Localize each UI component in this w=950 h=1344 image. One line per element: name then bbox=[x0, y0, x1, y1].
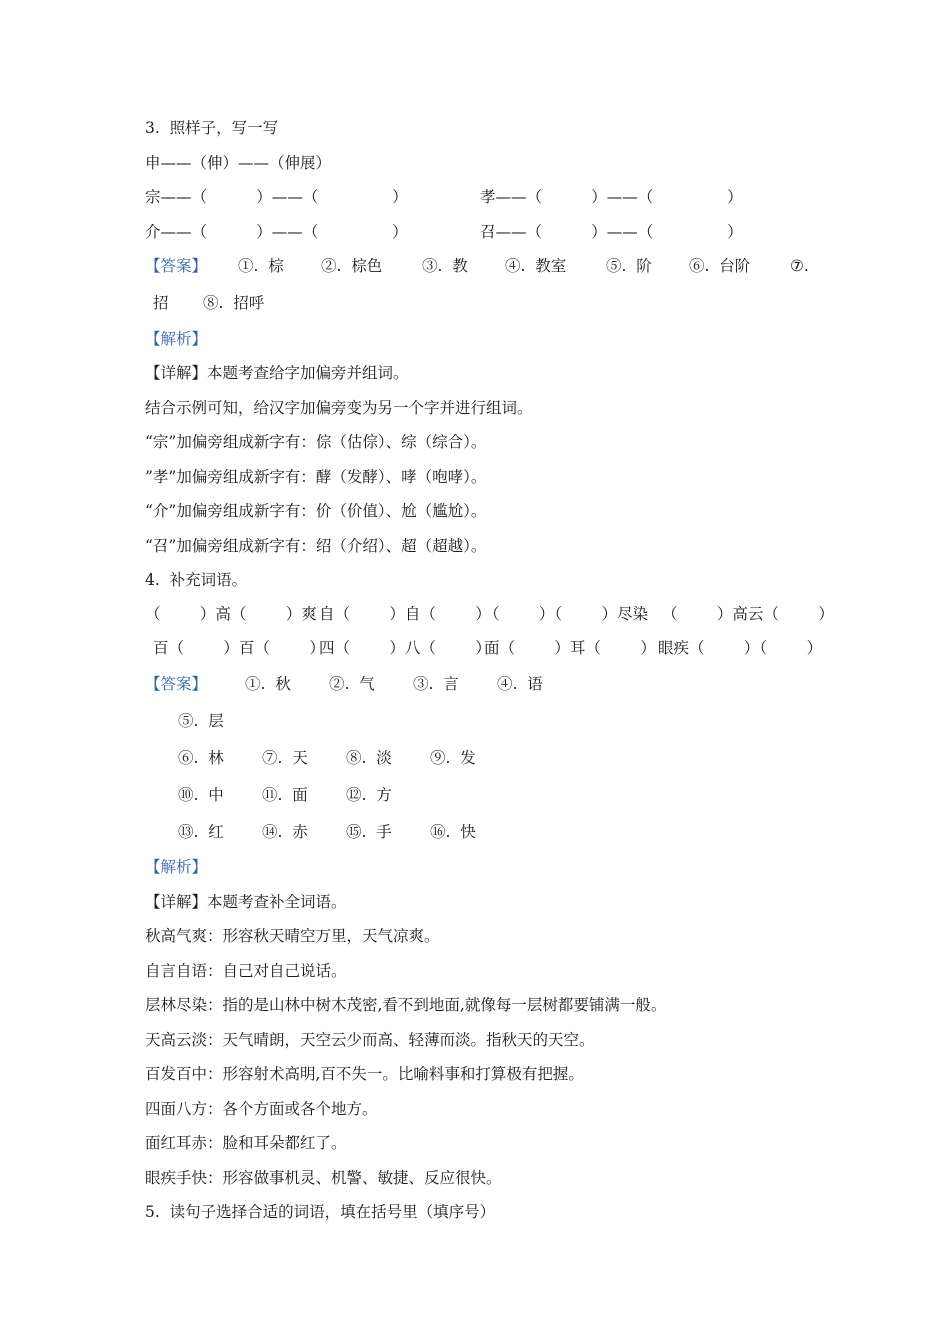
q3-row2-left: 介——（ ）——（ ） bbox=[145, 223, 408, 241]
q4-answer-5: ⑤. 层 bbox=[178, 712, 224, 730]
q4-answer-8: ⑧. 淡 bbox=[346, 749, 392, 767]
q5-title: 5. 读句子选择合适的词语，填在括号里（填序号） bbox=[145, 1203, 496, 1221]
q3-detail-text: 本题考查给字加偏旁并组词。 bbox=[207, 364, 409, 382]
q4-line-8: 眼疾手快：形容做事机灵、机警、敏捷、反应很快。 bbox=[145, 1169, 502, 1187]
q3-example: 申——（伸）——（伸展） bbox=[145, 154, 332, 172]
q4-row1-item-1: （ ）高（ ）爽 bbox=[145, 605, 317, 623]
q4-answer-16: ⑯. 快 bbox=[430, 823, 476, 841]
q4-detail-text: 本题考查补全词语。 bbox=[207, 893, 347, 911]
q3-answer-label: 【答案】 bbox=[145, 257, 208, 275]
q3-answer-2: ②. 棕色 bbox=[321, 257, 383, 275]
q4-line-5: 百发百中：形容射术高明,百不失一。比喻料事和打算极有把握。 bbox=[145, 1065, 584, 1083]
q4-row1-item-3: （ ）（ ）尽染 bbox=[484, 605, 649, 623]
q3-answer-8: ⑧. 招呼 bbox=[203, 294, 265, 312]
q3-analysis-label: 【解析】 bbox=[145, 330, 208, 348]
q4-answer-1: ①. 秋 bbox=[245, 675, 291, 693]
q4-row2-item-2: 四（ ）八（ ） bbox=[319, 639, 491, 657]
q3-answer-3: ③. 教 bbox=[422, 257, 468, 275]
q4-answer-7: ⑦. 天 bbox=[262, 749, 308, 767]
q4-answer-9: ⑨. 发 bbox=[430, 749, 476, 767]
q4-answer-15: ⑮. 手 bbox=[346, 823, 392, 841]
q3-line-5: “召”加偏旁组成新字有：绍（介绍）、超（超越）。 bbox=[145, 537, 487, 555]
q4-answer-4: ④. 语 bbox=[497, 675, 543, 693]
q3-line-3: ”孝”加偏旁组成新字有：酵（发酵）、哮（咆哮）。 bbox=[145, 468, 487, 486]
q4-answer-14: ⑭. 赤 bbox=[262, 823, 308, 841]
q4-row2-item-1: 百（ ）百（ ） bbox=[153, 639, 325, 657]
q4-answer-3: ③. 言 bbox=[413, 675, 459, 693]
q4-line-2: 自言自语：自己对自己说话。 bbox=[145, 962, 347, 980]
q4-answer-2: ②. 气 bbox=[329, 675, 375, 693]
q3-answer-7-cont: 招 bbox=[153, 294, 169, 312]
q3-answer-7: ⑦. bbox=[790, 257, 809, 275]
q3-answer-1: ①. 棕 bbox=[238, 257, 284, 275]
q4-line-7: 面红耳赤：脸和耳朵都红了。 bbox=[145, 1134, 347, 1152]
q4-analysis-label: 【解析】 bbox=[145, 858, 208, 876]
q4-row1-item-4: （ ）高云（ ） bbox=[662, 605, 834, 623]
q3-line-2: “宗”加偏旁组成新字有：倧（估倧）、综（综合）。 bbox=[145, 433, 487, 451]
q3-line-1: 结合示例可知，给汉字加偏旁变为另一个字并进行组词。 bbox=[145, 399, 533, 417]
q3-answer-6: ⑥. 台阶 bbox=[689, 257, 751, 275]
q3-answer-4: ④. 教室 bbox=[505, 257, 567, 275]
q4-line-4: 天高云淡：天气晴朗，天空云少而高、轻薄而淡。指秋天的天空。 bbox=[145, 1031, 595, 1049]
q4-answer-13: ⑬. 红 bbox=[178, 823, 224, 841]
q4-line-1: 秋高气爽：形容秋天晴空万里，天气凉爽。 bbox=[145, 927, 440, 945]
q4-answer-12: ⑫. 方 bbox=[346, 786, 392, 804]
q3-row1-left: 宗——（ ）——（ ） bbox=[145, 188, 408, 206]
q4-answer-label: 【答案】 bbox=[145, 675, 208, 693]
q4-row1-item-2: 自（ ）自（ ） bbox=[319, 605, 491, 623]
q3-title: 3. 照样子，写一写 bbox=[145, 119, 279, 137]
q3-detail bbox=[145, 363, 409, 383]
q4-answer-10: ⑩. 中 bbox=[178, 786, 224, 804]
q4-detail bbox=[145, 892, 347, 912]
q3-line-4: “介”加偏旁组成新字有：价（价值）、尬（尴尬）。 bbox=[145, 502, 487, 520]
q4-answer-11: ⑪. 面 bbox=[262, 786, 308, 804]
q4-detail-label: 【详解】 bbox=[145, 893, 208, 911]
q3-answer-5: ⑤. 阶 bbox=[606, 257, 652, 275]
q4-row2-item-3: 面（ ）耳（ ） bbox=[484, 639, 656, 657]
q4-answer-6: ⑥. 林 bbox=[178, 749, 224, 767]
q4-title: 4. 补充词语。 bbox=[145, 571, 248, 589]
q4-line-6: 四面八方：各个方面或各个地方。 bbox=[145, 1100, 378, 1118]
q3-row1-right: 孝——（ ）——（ ） bbox=[480, 188, 743, 206]
q3-detail-label: 【详解】 bbox=[145, 364, 208, 382]
q4-row2-item-4: 眼疾（ ）（ ） bbox=[658, 639, 823, 657]
q3-row2-right: 召——（ ）——（ ） bbox=[480, 223, 743, 241]
q4-line-3: 层林尽染：指的是山林中树木茂密,看不到地面,就像每一层树都要铺满一般。 bbox=[145, 996, 667, 1014]
